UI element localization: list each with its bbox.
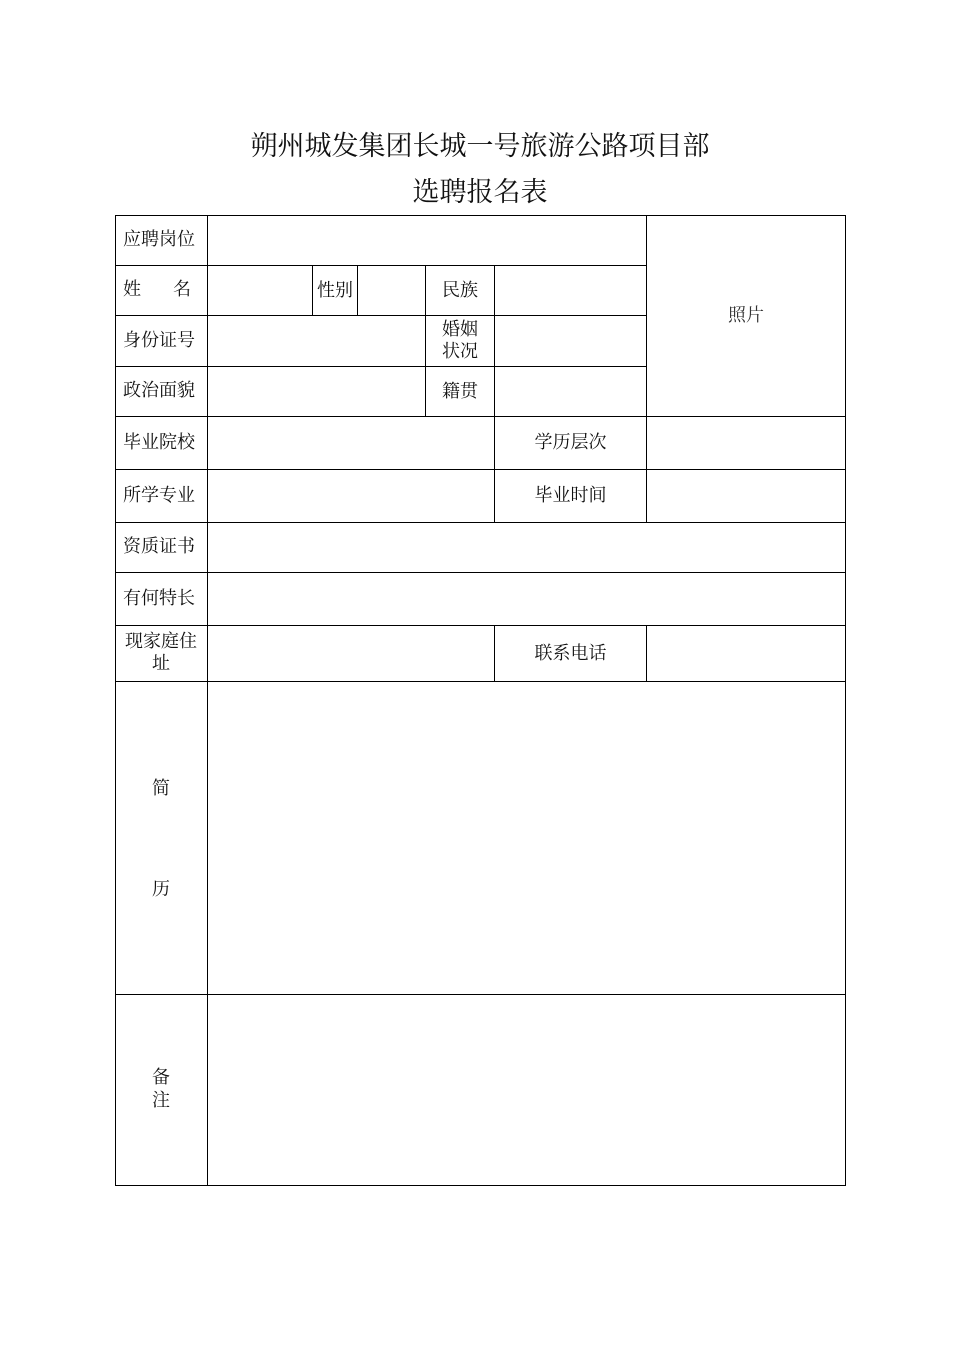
position-label: 应聘岗位 — [123, 229, 195, 251]
border-bottom — [115, 1185, 846, 1186]
native-place-field[interactable] — [495, 367, 646, 416]
form-subtitle: 选聘报名表 — [412, 177, 548, 208]
graduation-time-field[interactable] — [647, 470, 845, 522]
certificate-label: 资质证书 — [123, 536, 195, 558]
political-status-field[interactable] — [208, 367, 425, 416]
address-label-line2: 址 — [152, 653, 170, 674]
remarks-field[interactable] — [208, 995, 845, 1185]
phone-field[interactable] — [647, 626, 845, 681]
school-label: 毕业院校 — [123, 431, 195, 453]
resume-field[interactable] — [208, 682, 845, 994]
native-place-label: 籍贯 — [442, 380, 478, 402]
ethnicity-label: 民族 — [442, 279, 478, 301]
marital-status-field[interactable] — [495, 316, 646, 366]
name-label-char1: 姓 — [123, 279, 141, 301]
form-title: 朔州城发集团长城一号旅游公路项目部 — [250, 131, 710, 162]
specialty-label: 有何特长 — [123, 587, 195, 609]
certificate-field[interactable] — [208, 523, 845, 572]
political-status-label: 政治面貌 — [123, 380, 195, 402]
marital-label-line2: 状况 — [442, 341, 478, 362]
ethnicity-field[interactable] — [495, 266, 646, 315]
position-field[interactable] — [208, 216, 646, 265]
specialty-field[interactable] — [208, 573, 845, 625]
photo-label: 照片 — [728, 305, 764, 327]
graduation-time-label: 毕业时间 — [534, 485, 607, 507]
major-label: 所学专业 — [123, 484, 195, 506]
education-level-field[interactable] — [647, 417, 845, 469]
name-label — [115, 265, 207, 315]
photo-box[interactable] — [647, 216, 845, 416]
id-number-field[interactable] — [208, 316, 425, 366]
address-label-line1: 现家庭住 — [125, 630, 197, 652]
resume-label-char2: 历 — [152, 879, 170, 900]
name-field[interactable] — [208, 266, 312, 315]
resume-label — [115, 681, 207, 994]
name-label-char2: 名 — [173, 279, 191, 301]
school-field[interactable] — [208, 417, 494, 469]
id-number-label: 身份证号 — [123, 329, 195, 351]
marital-label-line1: 婚姻 — [442, 318, 478, 340]
major-field[interactable] — [208, 470, 494, 522]
address-field[interactable] — [208, 626, 494, 681]
phone-label: 联系电话 — [534, 642, 607, 664]
marital-status-label — [426, 316, 494, 366]
gender-field[interactable] — [358, 266, 425, 315]
remarks-label-char1: 备 — [152, 1067, 170, 1088]
border-right — [845, 215, 846, 1186]
remarks-label-char2: 注 — [152, 1089, 170, 1111]
remarks-label — [115, 994, 207, 1185]
address-label — [115, 625, 207, 681]
education-level-label: 学历层次 — [534, 432, 607, 454]
resume-label-char1: 简 — [152, 778, 170, 799]
gender-label: 性别 — [317, 279, 353, 301]
